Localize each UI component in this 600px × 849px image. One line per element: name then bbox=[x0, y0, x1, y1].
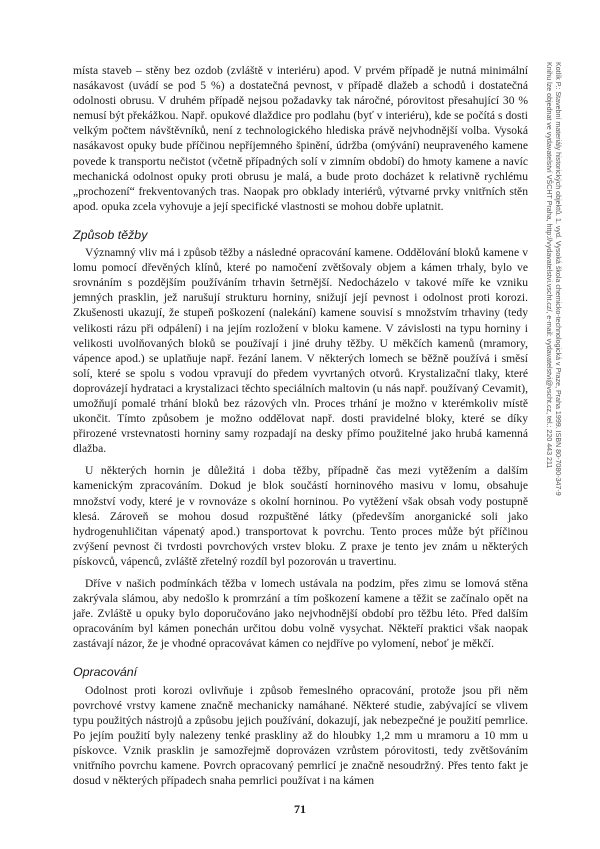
paragraph: U některých hornin je důležitá i doba těžby, případně čas mezi vytěžením a dalším kamenickým zpracováním. Dokud je blok součástí horninového masivu v lomu, obsahuje množství vody, které je v rovnováze s okolní horninou. Po vytěžení však obsah vody postupně klesá. Zároveň se mohou dosud rozpuštěné látky (především anorganické soli jako hydrogenuhličitan vápenatý apod.) transportovat k povrchu. Tento proces může být příčinou zvýšení pevnost či tvrdosti povrchových vrstev bloku. Z praxe je tento jev znám u některých pískovců, vápenců, zvláště zřetelný rozdíl byl pozorován u travertinu. bbox=[73, 464, 528, 568]
intro-paragraph: místa staveb – stěny bez ozdob (zvláště v interiéru) apod. V prvém případě je nutná minimální nasákavost (uvádí se pod 5 %) a dostatečná pevnost, v případě dlažeb a schodů i dostatečná odolnosti obrusu. V druhém případě nejsou požadavky tak náročné, pórovitost přesahující 30 % nemusí být překážkou. Např. opukové dlaždice pro podlahu (byť v interiéru), kde se počítá s dosti velkým počtem návštěvníků, není z technologického hlediska právě nejvhodnější volba. Vysoká nasákavost opuky bude příčinou nepříjemného špinění, údržba (omývání) neupraveného kamene povede k transportu nečistot (včetně případných solí v zimním období) do hmoty kamene a navíc mechanická odolnost opuky proti obrusu je malá, a bude proto docházet k relativně rychlému „prochození“ frekventovaných tras. Naopak pro obklady interiérů, výtvarné prvky vnitřních stěn apod. opuka zcela vyhovuje a její specifické vlastnosti se mohou dobře uplatnit. bbox=[73, 64, 528, 213]
citation-line: Kotlík P.: Stavební materiály historických objektů. 1. vyd. Vysoká škola chemicko-technologická v Praze, Praha 1999. ISBN 80-7080-347-9 bbox=[554, 62, 562, 496]
paragraph: Dříve v našich podmínkách těžba v lomech ustávala na podzim, přes zimu se lomová stěna zakrývala slámou, aby nedošlo k promrzání a tím poškození kamene a těžit se začínalo opět na jaře. Zvláště u opuky bylo doporučováno jako nejvhodnější období pro těžbu léto. Před dalším opracováním byl kámen ponechán určitou dobu volně vysychat. Někteří praktici však naopak zastávají názor, že je vhodné opracovávat kámen co nejdříve po vylomení, neboť je měkčí. bbox=[73, 577, 528, 651]
page-number: 71 bbox=[294, 802, 306, 816]
paragraph: Významný vliv má i způsob těžby a následné opracování kamene. Oddělování bloků kamene v lomu pomocí dřevěných klínů, které po namočení zvětšovaly objem a kámen trhaly, bylo ve srovnáním s pozdějším používáním trhavin šetrnější. Nedocházelo v takové míře ke vzniku jemných prasklin, jež narušují strukturu horniny, snižují její pevnost i odolnost proti korozi. Zkušenosti ukazují, že stupeň poškození (nalekání) kamene souvisí s množstvím trhaviny (tedy velikosti rázu při odpálení) i na jejím rozložení v bloku kamene. V závislosti na typu horniny i velikosti uvolňovaných bloků se používají i jiné druhy těžby. U měkčích kamenů (mramory, vápence apod.) se uplatňuje např. řezání lanem. V některých lomech se běžně používá i směsí solí, které se spolu s vodou vpravují do předem vyvrtaných otvorů. Krystalizační tlaky, které doprovázejí hydrataci a krystalizaci těchto speciálních maltovin (u nás např. používaný Cevamit), umožňují pomalé trhání bloků bez rázových vln. Proces trhání je možno v kterémkoliv místě ukončit. Tímto způsobem je možno oddělovat např. dosti pravidelné bloky, které se díky přirozené vrstevnatosti horniny samy rozpadají na desky přímo použitelné jako hrubá kamenná dlažba. bbox=[73, 246, 528, 456]
order-info-line: Knihu lze objednat ve vydavatelství VŠCHT Praha, http://vydavatelstvi.vscht.cz/, e-mail: vydavatelstvi@vscht.cz, tel.: 220 443 211 bbox=[545, 62, 553, 469]
paragraph: Odolnost proti korozi ovlivňuje i způsob řemeslného opracování, protože jsou při něm povrchové vrstvy kamene značně mechanicky namáhané. Některé studie, zabývající se vlivem typu použitých nástrojů a způsobu jejich používání, dokazují, jak nebezpečné je použití pemrlice. Po jejím použití byly nalezeny tenké praskliny až do hloubky 1,2 mm u mramoru a 10 mm u pískovce. Vznik prasklin je samozřejmě doprovázen vzrůstem pórovitosti, tedy zvětšováním vnitřního povrchu kamene. Povrch opracovaný pemrlicí je značně nesoudržný. Přes tento fakt je dosud v některých případech snaha pemrlici používat i na kámen bbox=[73, 683, 528, 788]
publisher-sidebar bbox=[544, 62, 562, 496]
page-body bbox=[73, 63, 528, 788]
section-heading-zpusob-tezby: Způsob těžby bbox=[73, 227, 148, 242]
section-heading-opracovani: Opracování bbox=[73, 665, 138, 680]
